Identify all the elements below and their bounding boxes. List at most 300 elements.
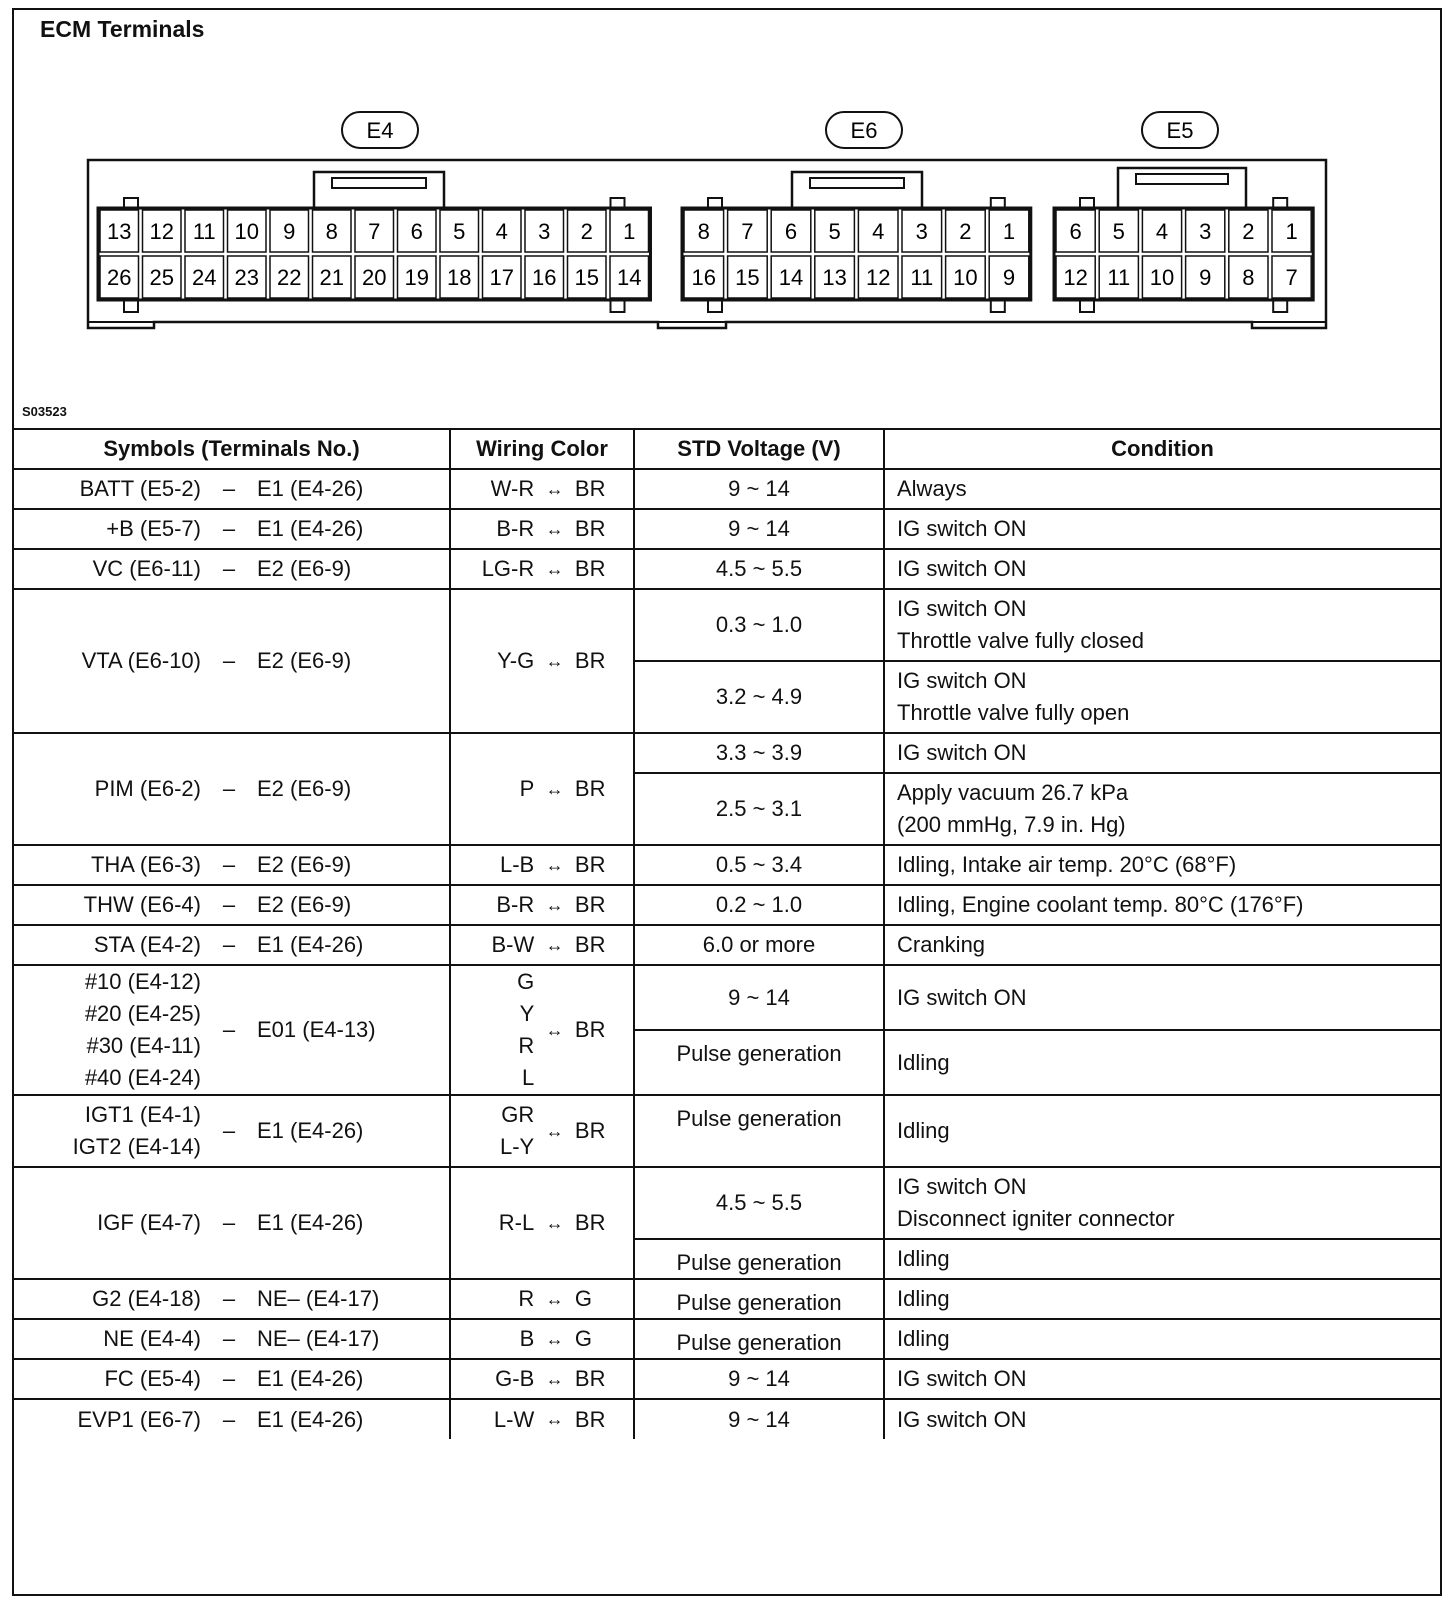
pin-number: 16 [691, 265, 717, 290]
symbol-pair [14, 513, 443, 545]
symbol-ground: NE– (E4-17) [257, 1286, 380, 1311]
voltage-cell: 0.3 ~ 1.0 [634, 589, 884, 661]
pin-number: 13 [822, 265, 847, 290]
double-arrow-icon: ↔ [545, 1212, 564, 1233]
symbol-left [95, 773, 201, 805]
voltage-cell: 9 ~ 14 [634, 509, 884, 549]
condition-cell [884, 1319, 1440, 1359]
table-row [14, 885, 1440, 925]
wire-color: W-R [490, 476, 535, 501]
wire-color-right: BR [574, 852, 606, 877]
wire-color-left [451, 473, 534, 505]
table-header-row [14, 429, 1440, 469]
lock-slot [1136, 174, 1228, 184]
dash-icon: – [222, 892, 236, 917]
pin-number: 15 [735, 265, 760, 290]
condition-line: IG switch ON [897, 984, 1027, 1010]
table-row [14, 925, 1440, 965]
condition-line: Apply vacuum 26.7 kPa [897, 780, 1129, 805]
symbol-pair [14, 1404, 443, 1436]
header-condition: Condition [884, 429, 1440, 469]
condition-line: Idling [897, 1326, 950, 1351]
condition-cell [884, 1030, 1440, 1095]
pin-number: 21 [319, 265, 344, 290]
wire-color-right: BR [574, 648, 606, 673]
wire-color: L-Y [500, 1134, 535, 1159]
wire-color-right: BR [574, 1210, 606, 1235]
wiring-pair [451, 1404, 633, 1436]
condition-cell [884, 1239, 1440, 1279]
wire-color-left [451, 513, 534, 545]
pin-number: 18 [447, 265, 472, 290]
voltage-cell: Pulse generation [634, 1319, 884, 1359]
wire-color: Y-G [497, 648, 535, 673]
pin-number: 5 [453, 219, 466, 244]
symbol-left [97, 1207, 201, 1239]
pin-number: 11 [192, 219, 216, 244]
condition-cell [884, 1359, 1440, 1399]
symbol-cell [14, 469, 450, 509]
symbol-left [85, 966, 201, 1094]
symbol-ground: E1 (E4-26) [257, 1406, 364, 1432]
symbol-ground: E1 (E4-26) [257, 1366, 364, 1391]
wiring-cell [450, 1359, 634, 1399]
pin-number: 23 [234, 265, 259, 290]
wire-color: B-W [491, 932, 535, 957]
wiring-pair [451, 553, 633, 585]
pin-number: 17 [489, 265, 514, 290]
table-row [14, 1095, 1440, 1167]
symbol-ground: E01 (E4-13) [257, 1017, 376, 1042]
wiring-cell [450, 469, 634, 509]
table-row [14, 1319, 1440, 1359]
symbol-left [93, 553, 201, 585]
symbol-terminal: EVP1 (E6-7) [77, 1406, 201, 1432]
pin-number: 8 [697, 219, 710, 244]
symbol-pair [14, 849, 443, 881]
condition-line: IG switch ON [897, 596, 1027, 621]
symbol-pair [14, 1207, 443, 1239]
wiring-pair [451, 1099, 633, 1163]
double-arrow-icon: ↔ [545, 934, 564, 955]
symbol-left [103, 1323, 201, 1355]
symbol-pair [14, 966, 443, 1094]
wiring-pair [451, 889, 633, 921]
wire-color: G [517, 969, 535, 994]
pin-number: 19 [404, 265, 429, 290]
voltage-cell: 0.5 ~ 3.4 [634, 845, 884, 885]
symbol-left [73, 1099, 201, 1163]
condition-cell [884, 1095, 1440, 1167]
voltage-cell: 9 ~ 14 [634, 965, 884, 1030]
voltage-cell: 6.0 or more [634, 925, 884, 965]
double-arrow-icon: ↔ [545, 1368, 564, 1389]
symbol-terminal: IGT1 (E4-1) [84, 1102, 201, 1127]
pin-number: 6 [1069, 219, 1082, 244]
wire-color-left [451, 1283, 534, 1315]
condition-line: Cranking [897, 932, 986, 957]
symbol-cell [14, 1095, 450, 1167]
symbol-left [94, 929, 201, 961]
condition-line: Idling [897, 1049, 950, 1075]
voltage-cell: 4.5 ~ 5.5 [634, 549, 884, 589]
table-row [14, 469, 1440, 509]
voltage-cell: Pulse generation [634, 1279, 884, 1319]
symbol-terminal: STA (E4-2) [93, 932, 201, 957]
condition-cell [884, 733, 1440, 773]
pin-number: 3 [538, 219, 551, 244]
condition-cell [884, 469, 1440, 509]
condition-line: Disconnect igniter connector [897, 1206, 1175, 1231]
double-arrow-icon: ↔ [545, 1409, 564, 1429]
symbol-left [104, 1363, 201, 1395]
symbol-left [80, 473, 201, 505]
condition-line: IG switch ON [897, 740, 1027, 765]
symbol-terminal: #10 (E4-12) [84, 969, 201, 994]
condition-line: IG switch ON [897, 1366, 1027, 1391]
table-row [14, 549, 1440, 589]
dash-icon: – [222, 1286, 236, 1311]
symbol-pair [14, 1323, 443, 1355]
pin-number: 13 [107, 219, 132, 244]
wire-color-left [451, 773, 534, 805]
wire-color: L-W [493, 1406, 535, 1432]
dash-icon: – [222, 1017, 236, 1042]
wire-color-right: BR [574, 556, 606, 581]
connector-label: E5 [1166, 118, 1194, 143]
wire-color: R [518, 1033, 535, 1058]
table-row [14, 733, 1440, 773]
symbol-cell [14, 1279, 450, 1319]
wire-color-right: BR [574, 932, 606, 957]
connector-label: E6 [850, 118, 878, 143]
pin-number: 7 [368, 219, 381, 244]
wiring-cell [450, 885, 634, 925]
pin-number: 3 [915, 219, 928, 244]
wire-color-right: G [574, 1286, 593, 1311]
symbol-pair [14, 889, 443, 921]
wire-color-left [451, 1323, 534, 1355]
wire-color-left [451, 1363, 534, 1395]
lock-slot [332, 178, 426, 188]
double-arrow-icon: ↔ [545, 778, 564, 799]
condition-cell [884, 509, 1440, 549]
voltage-cell: 3.2 ~ 4.9 [634, 661, 884, 733]
condition-cell [884, 965, 1440, 1030]
wiring-pair [451, 849, 633, 881]
symbol-terminal: #30 (E4-11) [86, 1033, 201, 1058]
wiring-pair [451, 645, 633, 677]
condition-line: Idling [897, 1246, 950, 1271]
wire-color: LG-R [481, 556, 535, 581]
voltage-cell: 9 ~ 14 [634, 1359, 884, 1399]
symbol-left [82, 645, 201, 677]
pin-number: 9 [1199, 265, 1212, 290]
pin-number: 5 [1112, 219, 1125, 244]
symbol-terminal: VTA (E6-10) [81, 648, 201, 673]
condition-line: Idling [897, 1286, 950, 1311]
wire-color: B-R [496, 516, 535, 541]
symbol-pair [14, 929, 443, 961]
wiring-cell [450, 1167, 634, 1279]
dash-icon: – [222, 1406, 236, 1432]
wire-color: G-B [495, 1366, 535, 1391]
voltage-cell: 0.2 ~ 1.0 [634, 885, 884, 925]
symbol-terminal: THA (E6-3) [90, 852, 201, 877]
ecm-terminal-sheet [12, 8, 1442, 1596]
symbol-left [84, 889, 201, 921]
pin-number: 6 [410, 219, 423, 244]
symbol-ground: E2 (E6-9) [257, 648, 352, 673]
symbol-ground: E2 (E6-9) [257, 776, 352, 801]
wire-color-left [451, 1207, 534, 1239]
symbol-ground: E1 (E4-26) [257, 1210, 364, 1235]
wiring-cell [450, 925, 634, 965]
wiring-cell [450, 589, 634, 733]
symbol-ground: E1 (E4-26) [257, 1118, 364, 1143]
pin-number: 8 [325, 219, 338, 244]
table-row [14, 1359, 1440, 1399]
voltage-cell: 2.5 ~ 3.1 [634, 773, 884, 845]
wire-color-right: BR [574, 892, 606, 917]
symbol-cell [14, 845, 450, 885]
symbol-pair [14, 773, 443, 805]
symbol-pair [14, 1283, 443, 1315]
connector-drawing [14, 10, 1440, 428]
wiring-pair [451, 1363, 633, 1395]
pin-number: 6 [784, 219, 798, 244]
double-arrow-icon: ↔ [545, 854, 564, 875]
pin-number: 2 [580, 219, 593, 244]
wire-color-left [451, 645, 534, 677]
header-std-voltage: STD Voltage (V) [634, 429, 884, 469]
key-notch [991, 300, 1005, 312]
condition-cell [884, 1167, 1440, 1239]
wire-color: L-B [500, 852, 535, 877]
symbol-cell [14, 925, 450, 965]
table-row [14, 965, 1440, 1030]
pin-number: 15 [574, 265, 599, 290]
wiring-pair [451, 966, 633, 1094]
condition-cell [884, 661, 1440, 733]
condition-cell [884, 773, 1440, 845]
voltage-cell: 9 ~ 14 [634, 469, 884, 509]
pin-number: 24 [192, 265, 217, 290]
wire-color-left [451, 849, 534, 881]
symbol-cell [14, 965, 450, 1095]
symbol-ground: E2 (E6-9) [257, 556, 352, 581]
wiring-cell [450, 1319, 634, 1359]
pin-number: 10 [1149, 265, 1175, 290]
symbol-cell [14, 1319, 450, 1359]
wire-color: R-L [498, 1210, 535, 1235]
wire-color: P [519, 776, 535, 801]
symbol-left [92, 1283, 201, 1315]
condition-cell [884, 1279, 1440, 1319]
header-symbols: Symbols (Terminals No.) [14, 429, 450, 469]
symbol-cell [14, 589, 450, 733]
symbol-ground: E1 (E4-26) [257, 476, 364, 501]
double-arrow-icon: ↔ [545, 1288, 564, 1309]
pin-number: 1 [623, 219, 636, 244]
wiring-pair [451, 513, 633, 545]
wire-color: Y [519, 1001, 535, 1026]
wire-color-right: BR [574, 1406, 606, 1432]
wiring-pair [451, 773, 633, 805]
symbol-left [78, 1404, 202, 1436]
pin-number: 8 [1242, 265, 1255, 290]
table-body [14, 469, 1440, 1439]
condition-line: Idling [897, 1118, 950, 1143]
dash-icon: – [222, 776, 236, 801]
voltage-cell: 4.5 ~ 5.5 [634, 1167, 884, 1239]
condition-line: IG switch ON [897, 516, 1027, 541]
symbol-terminal: #20 (E4-25) [84, 1001, 201, 1026]
connector-label: E4 [366, 118, 394, 143]
wire-color: B [519, 1326, 535, 1351]
pin-number: 14 [617, 265, 642, 290]
symbol-terminal: NE (E4-4) [103, 1326, 201, 1351]
condition-line: IG switch ON [897, 1174, 1027, 1199]
table-row [14, 509, 1440, 549]
lock-slot [810, 178, 904, 188]
symbol-ground: NE– (E4-17) [257, 1326, 380, 1351]
double-arrow-icon: ↔ [545, 1019, 564, 1040]
pin-number: 22 [277, 265, 302, 290]
wire-color-left [451, 1099, 534, 1163]
pin-number: 1 [1002, 219, 1016, 244]
wiring-cell [450, 549, 634, 589]
wire-color-left [451, 889, 534, 921]
key-notch [1080, 300, 1094, 312]
diagram-title: ECM Terminals [40, 16, 205, 42]
symbol-terminal: +B (E5-7) [106, 516, 201, 541]
dash-icon: – [222, 932, 236, 957]
condition-line: Always [897, 476, 967, 501]
table-row [14, 1279, 1440, 1319]
condition-cell [884, 885, 1440, 925]
pin-number: 16 [532, 265, 557, 290]
wiring-pair [451, 929, 633, 961]
key-notch [611, 300, 625, 312]
symbol-left [91, 849, 201, 881]
wiring-pair [451, 1207, 633, 1239]
pin-number: 9 [1002, 265, 1016, 290]
condition-cell [884, 1399, 1440, 1439]
symbol-pair [14, 645, 443, 677]
table-row [14, 1167, 1440, 1239]
symbol-cell [14, 885, 450, 925]
wire-color-right: BR [574, 776, 606, 801]
symbol-cell [14, 509, 450, 549]
pin-number: 10 [234, 219, 259, 244]
pin-number: 20 [362, 265, 387, 290]
wiring-cell [450, 509, 634, 549]
symbol-terminal: VC (E6-11) [92, 556, 201, 581]
symbol-ground: E1 (E4-26) [257, 516, 364, 541]
symbol-ground: E1 (E4-26) [257, 932, 364, 957]
dash-icon: – [222, 1366, 236, 1391]
condition-line: (200 mmHg, 7.9 in. Hg) [897, 812, 1126, 837]
symbol-terminal: IGT2 (E4-14) [72, 1134, 201, 1159]
dash-icon: – [222, 852, 236, 877]
wire-color-left [451, 929, 534, 961]
double-arrow-icon: ↔ [545, 518, 564, 539]
condition-line: Idling, Engine coolant temp. 80°C (176°F) [897, 892, 1304, 917]
pin-number: 10 [953, 265, 978, 290]
diagram-code: S03523 [22, 404, 67, 419]
voltage-cell: 3.3 ~ 3.9 [634, 733, 884, 773]
symbol-terminal: PIM (E6-2) [94, 776, 201, 801]
pin-number: 9 [283, 219, 296, 244]
pin-number: 12 [1063, 265, 1088, 290]
symbol-terminal: IGF (E4-7) [97, 1210, 201, 1235]
wiring-cell [450, 1279, 634, 1319]
double-arrow-icon: ↔ [545, 558, 564, 579]
wiring-cell [450, 845, 634, 885]
symbol-pair [14, 473, 443, 505]
condition-line: Throttle valve fully open [897, 700, 1130, 725]
wire-color-left [451, 1404, 534, 1436]
wire-color: B-R [496, 892, 535, 917]
wire-color-right: BR [574, 516, 606, 541]
symbol-pair [14, 553, 443, 585]
pin-number: 2 [959, 219, 972, 244]
double-arrow-icon: ↔ [545, 478, 564, 499]
condition-line: IG switch ON [897, 1406, 1027, 1432]
table-row [14, 1399, 1440, 1439]
dash-icon: – [222, 556, 236, 581]
wiring-pair [451, 1283, 633, 1315]
terminal-table [14, 428, 1440, 1439]
wiring-pair [451, 1323, 633, 1355]
pin-number: 25 [149, 265, 174, 290]
pin-number: 2 [1242, 219, 1255, 244]
voltage-cell: 9 ~ 14 [634, 1399, 884, 1439]
symbol-terminal: FC (E5-4) [104, 1366, 201, 1391]
pin-number: 14 [778, 265, 804, 290]
double-arrow-icon: ↔ [545, 650, 564, 671]
voltage-cell: Pulse generation [634, 1239, 884, 1279]
pin-number: 26 [107, 265, 132, 290]
header-wiring-color: Wiring Color [450, 429, 634, 469]
pin-number: 5 [828, 219, 841, 244]
wire-color-left [451, 966, 534, 1094]
pin-number: 12 [865, 265, 891, 290]
symbol-cell [14, 733, 450, 845]
key-notch [1273, 300, 1287, 312]
dash-icon: – [222, 1326, 236, 1351]
double-arrow-icon: ↔ [545, 1120, 564, 1141]
wire-color-right: BR [574, 476, 606, 501]
condition-cell [884, 925, 1440, 965]
condition-line: IG switch ON [897, 668, 1027, 693]
pin-number: 11 [910, 265, 934, 290]
pin-number: 7 [741, 219, 754, 244]
dash-icon: – [222, 476, 236, 501]
voltage-cell: Pulse generation [634, 1030, 884, 1095]
pin-number: 4 [495, 219, 508, 244]
pin-number: 4 [872, 219, 885, 244]
symbol-pair [14, 1099, 443, 1163]
symbol-cell [14, 549, 450, 589]
wiring-cell [450, 1095, 634, 1167]
wire-color: GR [501, 1102, 535, 1127]
wire-color-right: BR [574, 1017, 606, 1042]
double-arrow-icon: ↔ [545, 894, 564, 915]
symbol-terminal: THW (E6-4) [83, 892, 201, 917]
symbol-ground: E2 (E6-9) [257, 852, 352, 877]
